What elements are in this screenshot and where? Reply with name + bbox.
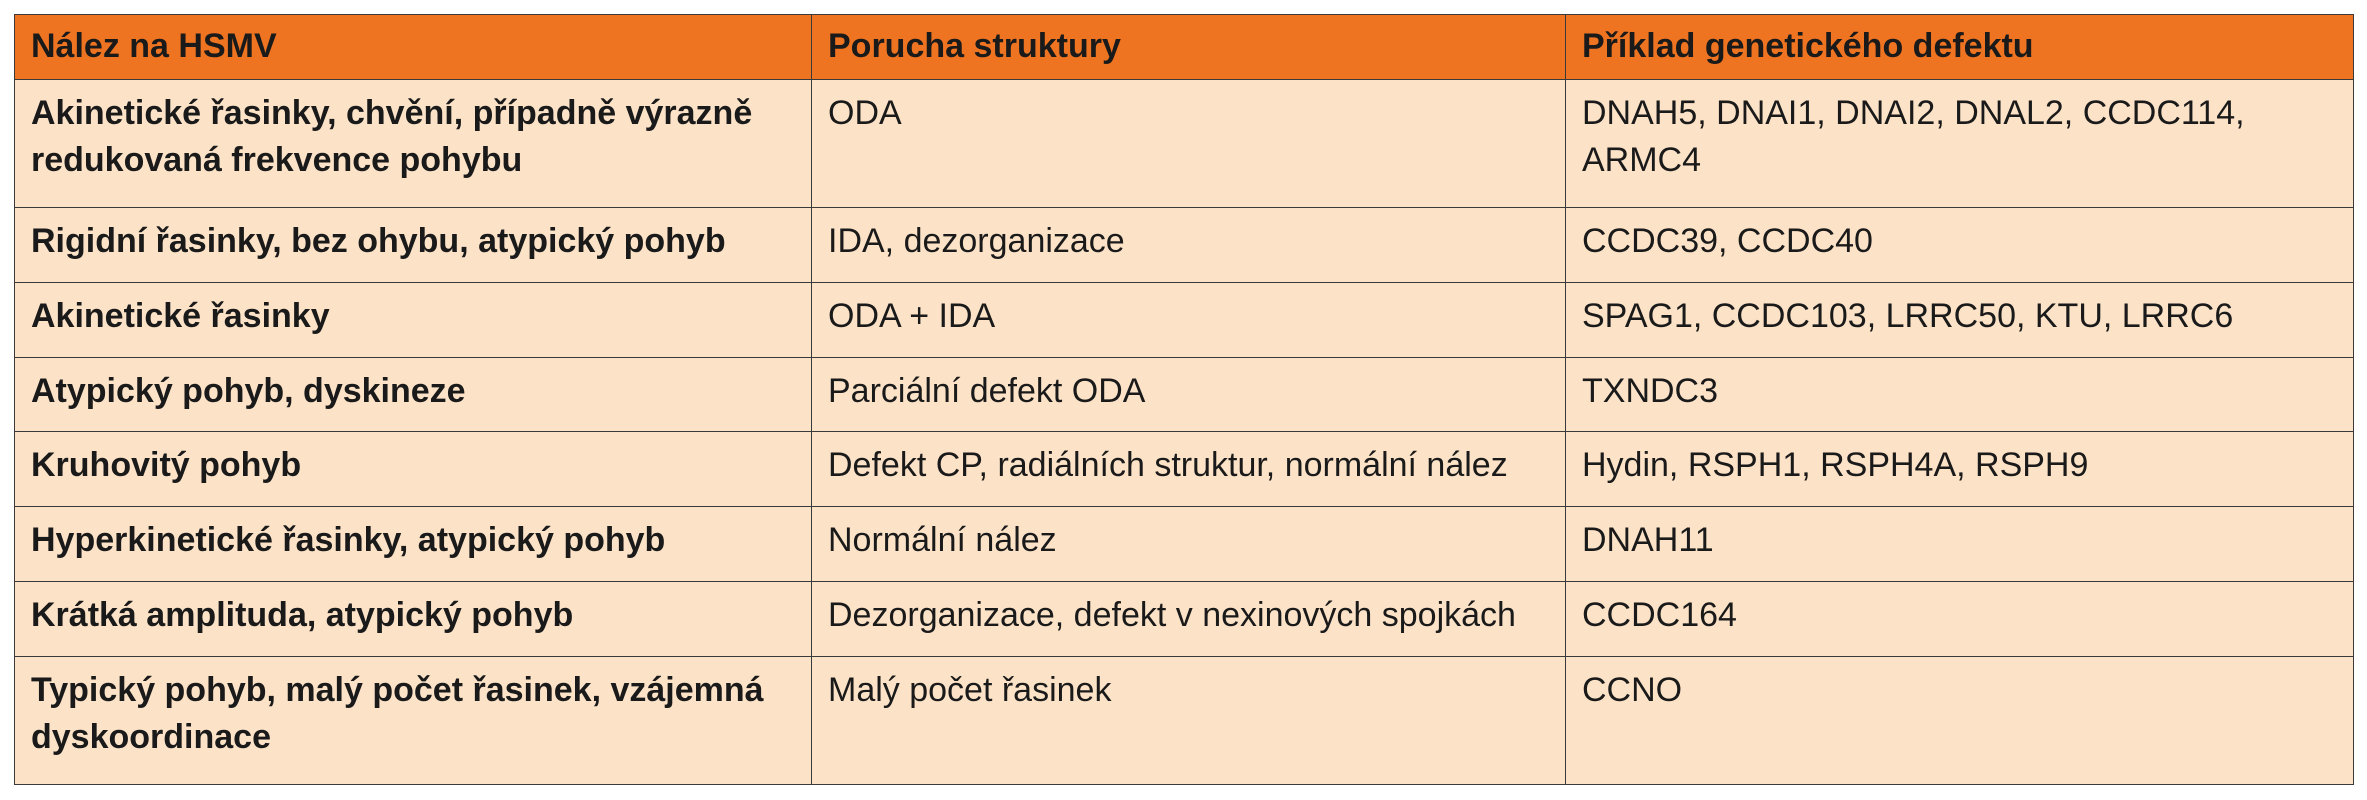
finding-cell: Hyperkinetické řasinky, atypický pohyb [15, 507, 812, 582]
finding-cell: Akinetické řasinky, chvění, případně výrazně redukovaná frekvence pohybu [15, 80, 812, 208]
gene-cell: DNAH11 [1566, 507, 2354, 582]
disorder-cell: IDA, dezorganizace [812, 208, 1566, 283]
finding-cell: Atypický pohyb, dyskineze [15, 357, 812, 432]
table-row [15, 357, 2354, 432]
disorder-cell: Normální nález [812, 507, 1566, 582]
disorder-cell: ODA [812, 80, 1566, 208]
table-header [15, 15, 2354, 80]
gene-cell: DNAH5, DNAI1, DNAI2, DNAL2, CCDC114, ARMC4 [1566, 80, 2354, 208]
table-row [15, 432, 2354, 507]
table-row [15, 208, 2354, 283]
table-container [14, 14, 2353, 785]
header-gene: Příklad genetického defektu [1566, 15, 2354, 80]
disorder-cell: Defekt CP, radiálních struktur, normální nález [812, 432, 1566, 507]
header-row [15, 15, 2354, 80]
genetic-defects-table [14, 14, 2354, 785]
finding-cell: Kruhovitý pohyb [15, 432, 812, 507]
table-body [15, 80, 2354, 785]
table-row [15, 581, 2354, 656]
gene-cell: CCDC39, CCDC40 [1566, 208, 2354, 283]
finding-cell: Krátká amplituda, atypický pohyb [15, 581, 812, 656]
finding-cell: Typický pohyb, malý počet řasinek, vzájemná dyskoordinace [15, 656, 812, 785]
finding-cell: Akinetické řasinky [15, 283, 812, 358]
finding-cell: Rigidní řasinky, bez ohybu, atypický pohyb [15, 208, 812, 283]
disorder-cell: ODA + IDA [812, 283, 1566, 358]
gene-cell: SPAG1, CCDC103, LRRC50, KTU, LRRC6 [1566, 283, 2354, 358]
table-row [15, 80, 2354, 208]
table-row [15, 283, 2354, 358]
gene-cell: CCDC164 [1566, 581, 2354, 656]
disorder-cell: Dezorganizace, defekt v nexinových spojkách [812, 581, 1566, 656]
gene-cell: TXNDC3 [1566, 357, 2354, 432]
table-row [15, 656, 2354, 785]
header-disorder: Porucha struktury [812, 15, 1566, 80]
header-finding: Nález na HSMV [15, 15, 812, 80]
table-row [15, 507, 2354, 582]
gene-cell: CCNO [1566, 656, 2354, 785]
disorder-cell: Parciální defekt ODA [812, 357, 1566, 432]
disorder-cell: Malý počet řasinek [812, 656, 1566, 785]
gene-cell: Hydin, RSPH1, RSPH4A, RSPH9 [1566, 432, 2354, 507]
